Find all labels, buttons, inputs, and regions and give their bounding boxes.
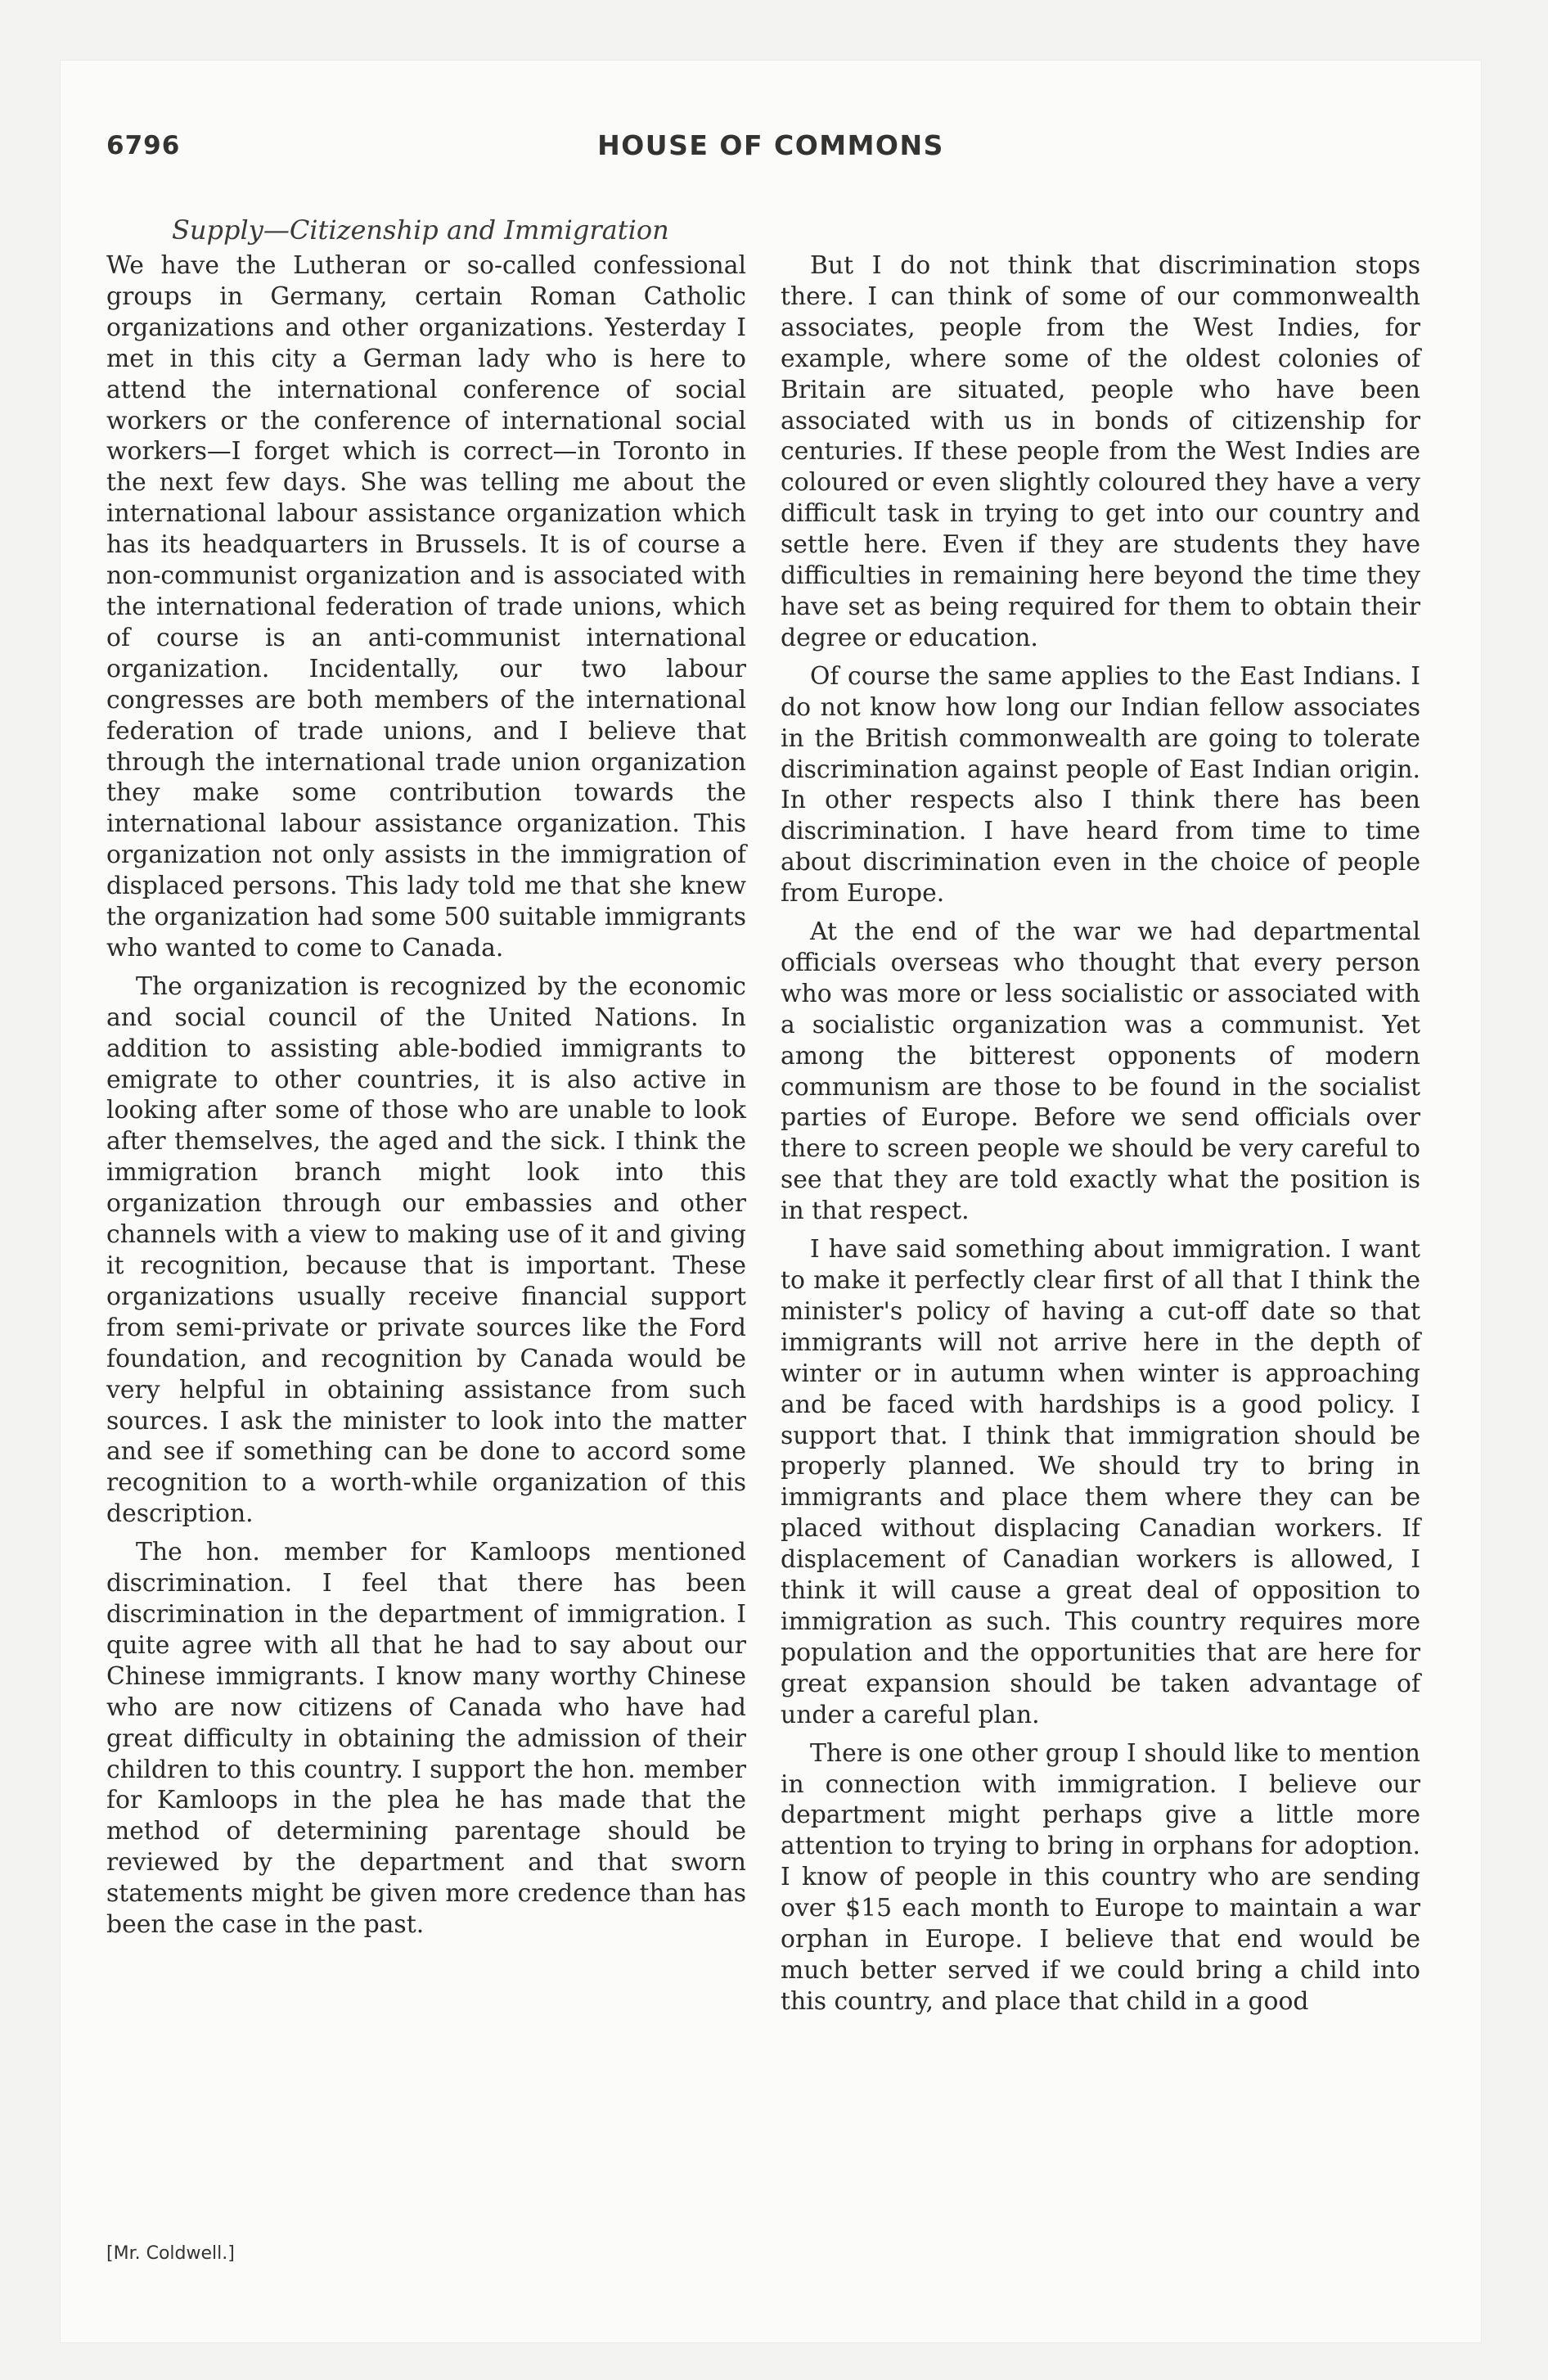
left-column xyxy=(106,250,746,1948)
paragraph: But I do not think that discrimination stops there. I can think of some of our commonwealth associates, people from the West Indies, for example, where some of the oldest colonies of Britain are situated, people who have been associated with us in bonds of citizenship for centuries. If these people from the West Indies are coloured or even slightly coloured they have a very difficult task in trying to get into our country and settle here. Even if they are students they have difficulties in remaining here beyond the time they have set as being required for them to obtain their degree or education. xyxy=(781,251,1420,652)
right-column xyxy=(781,250,1420,2025)
paragraph: We have the Lutheran or so-called confessional groups in Germany, certain Roman Catholic organizations and other organizations. Yesterday I met in this city a German lady who is here to attend the international conference of social workers or the conference of international social workers—I forget which is correct—in Toronto in the next few days. She was telling me about the international labour assistance organization which has its headquarters in Brussels. It is of course a non-communist organization and is associated with the international federation of trade unions, which of course is an anti-communist international organization. Incidentally, our two labour congresses are both members of the international federation of trade unions, and I believe that through the international trade union organization they make some contribution towards the international labour assistance organization. This organization not only assists in the immigration of displaced persons. This lady told me that she knew the organization had some 500 suitable immigrants who wanted to come to Canada. xyxy=(106,251,746,962)
section-title: Supply—Citizenship and Immigration xyxy=(172,214,669,246)
paragraph: The hon. member for Kamloops mentioned discrimination. I feel that there has been discrimination in the department of immigration. I quite agree with all that he had to say about our Chinese immigrants. I know many worthy Chinese who are now citizens of Canada who have had great difficulty in obtaining the admission of their children to this country. I support the hon. member for Kamloops in the plea he has made that the method of determining parentage should be reviewed by the department and that sworn statements might be given more credence than has been the case in the past. xyxy=(106,1538,746,1940)
paragraph: The organization is recognized by the economic and social council of the United Nations. In addition to assisting able-bodied immigrants to emigrate to other countries, it is also active in looking after some of those who are unable to look after themselves, the aged and the sick. I think the immigration branch might look into this organization through our embassies and other channels with a view to making use of it and giving it recognition, because that is important. These organizations usually receive financial support from semi-private or private sources like the Ford foundation, and recognition by Canada would be very helpful in obtaining assistance from such sources. I ask the minister to look into the matter and see if something can be done to accord some recognition to a worth-while organization of this description. xyxy=(106,971,746,1529)
paragraph: I have said something about immigration. I want to make it perfectly clear first of all that I think the minister's policy of having a cut-off date so that immigrants will not arrive here in the depth of winter or in autumn when winter is approaching and be faced with hardships is a good policy. I support that. I think that immigration should be properly planned. We should try to bring in immigrants and place them where they can be placed without displacing Canadian workers. If displacement of Canadian workers is allowed, I think it will cause a great deal of opposition to immigration as such. This country requires more population and the opportunities that are here for great expansion should be taken advantage of under a careful plan. xyxy=(781,1235,1420,1729)
page-header xyxy=(61,128,1481,177)
paragraph: Of course the same applies to the East Indians. I do not know how long our Indian fellow associates in the British commonwealth are going to tolerate discrimination against people of East Indian origin. In other respects also I think there has been discrimination. I have heard from time to time about discrimination even in the choice of people from Europe. xyxy=(781,661,1420,908)
speaker-attribution: [Mr. Coldwell.] xyxy=(106,2243,235,2264)
paragraph: At the end of the war we had departmental officials overseas who thought that every person who was more or less socialistic or associated with a socialistic organization was a communist. Yet among the bitterest opponents of modern communism are those to be found in the socialist parties of Europe. Before we send officials over there to screen people we should be very careful to see that they are told exactly what the position is in that respect. xyxy=(781,917,1420,1226)
page-number: 6796 xyxy=(106,131,181,160)
page xyxy=(61,61,1481,2342)
running-head-title: HOUSE OF COMMONS xyxy=(597,129,944,161)
paragraph: There is one other group I should like to mention in connection with immigration. I believe our department might perhaps give a little more attention to trying to bring in orphans for adoption. I know of people in this country who are sending over $15 each month to Europe to maintain a war orphan in Europe. I believe that end would be much better served if we could bring a child into this country, and place that child in a good xyxy=(781,1738,1420,2016)
